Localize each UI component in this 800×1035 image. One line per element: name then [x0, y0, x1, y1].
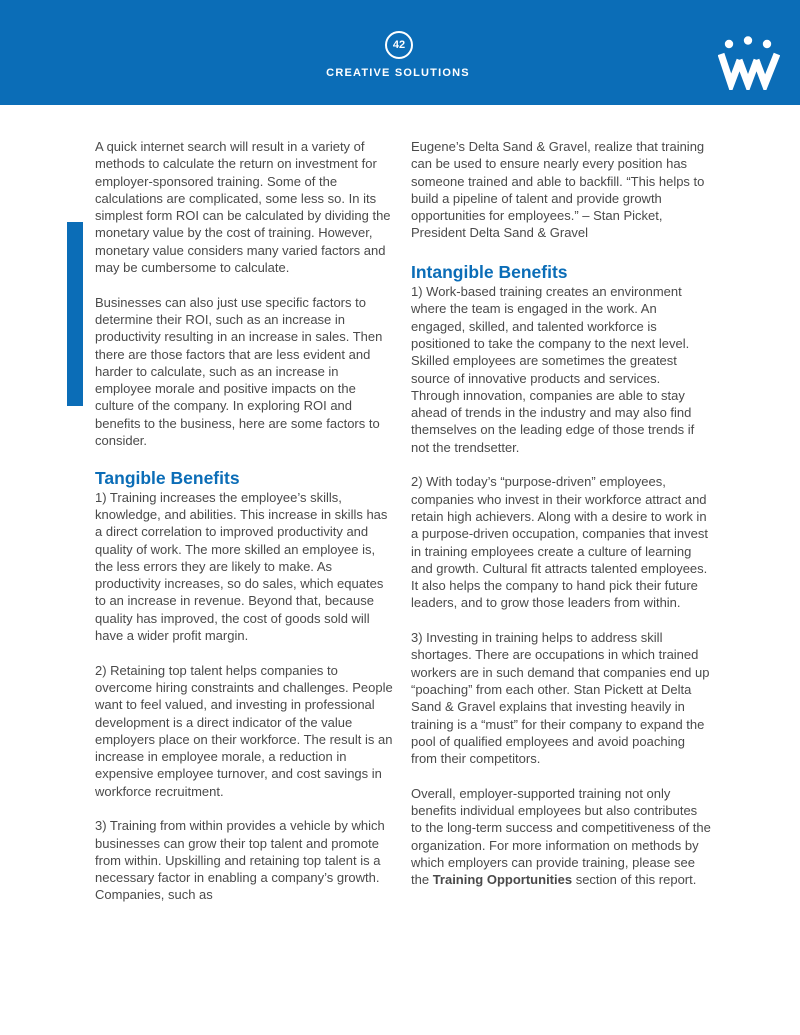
training-opportunities-link[interactable]: Training Opportunities [432, 872, 573, 888]
right-column [411, 138, 711, 888]
overall-paragraph [411, 785, 711, 889]
tangible-benefits-heading: Tangible Benefits [95, 467, 240, 488]
section-title: CREATIVE SOLUTIONS [326, 67, 470, 79]
roi-factors-paragraph: Businesses can also just use specific factors to determine their ROI, such as an increase in productivity resulting in an increase in sales. Then there are those factors that are less evident and harder to calculate, such as an increase in employee morale and positive impacts on the culture of the company. In exploring ROI and benefits to the business, here are some factors to consider. [95, 294, 383, 449]
intangible-benefit-3: 3) Investing in training helps to address skill shortages. There are occupations in which trained workers are in such demand that companies end up “poaching” from each other. Stan Pickett at Delta Sand & Gravel explains that investing heavily in training is a “must” for their company to expand the pool of qualified employees and avoid poaching from their competitors. [411, 630, 710, 767]
left-column [95, 138, 395, 904]
tangible-benefit-1: 1) Training increases the employee’s skills, knowledge, and abilities. This increase in skills has a direct correlation to improved productivity and quality of work. The more skilled an employee is, the less errors they are likely to make. As productivity increases, so do sales, which equates to an increase in revenue. Beyond that, because quality has improved, the cost of goods sold will have a wider profit margin. [95, 489, 388, 644]
intro-paragraph: A quick internet search will result in a variety of methods to calculate the return on investment for employer-sponsored training. Some of the calculations are complicated, some less so. In its simplest form ROI can be calculated by dividing the monetary value by the cost of training. However, monetary value considers many varied factors and may be cumbersome to calculate. [95, 139, 391, 276]
tangible-benefit-2: 2) Retaining top talent helps companies to overcome hiring constraints and challenges. People want to feel valued, and investing in professional development is a direct indicator of the value employers place on their workforce. The result is an increase in employee morale, a reduction in expensive employee turnover, and cost savings in workforce recruitment. [95, 662, 393, 799]
page-number-badge: 42 [385, 31, 413, 59]
intangible-benefit-1: 1) Work-based training creates an environment where the team is engaged in the work. An engaged, skilled, and talented workforce is positioned to take the company to the next level. Skilled employees are sometimes the greatest source of innovative products and services. Through innovation, companies are able to stay ahead of trends in the industry and may also find themselves on the leading edge of those trends if not the trendsetter. [411, 284, 695, 455]
intangible-benefits-heading: Intangible Benefits [411, 262, 568, 283]
people-figures-logo-icon [718, 36, 780, 90]
overall-text: Overall, employer-supported training not only benefits individual employees but also contributes to the long-term success and competitiveness of the organization. For more information on methods by which employers can provide training, please see the [411, 785, 711, 888]
continued-paragraph: Eugene’s Delta Sand & Gravel, realize that training can be used to ensure nearly every position has someone trained and able to backfill. “This helps to build a pipeline of talent and provide growth opportunities for employees.” – Stan Picket, President Delta Sand & Gravel [411, 139, 705, 241]
accent-bar [67, 222, 83, 406]
tangible-benefit-3: 3) Training from within provides a vehicle by which businesses can grow their top talent and promote from within. Upskilling and retaining top talent is a necessary factor in enabling a company’s growth. Companies, such as [95, 818, 385, 903]
overall-text-end: section of this report. [572, 872, 697, 888]
page-header [0, 0, 800, 105]
intangible-benefit-2: 2) With today’s “purpose-driven” employees, companies who invest in their workforce attract and retain high achievers. Along with a desire to work in a purpose-driven occupation, companies that invest in training employees create a culture of learning and growth. Cultural fit attracts talented employees. It also helps the company to hand pick their future leaders, and to grow those leaders from within. [411, 474, 709, 611]
